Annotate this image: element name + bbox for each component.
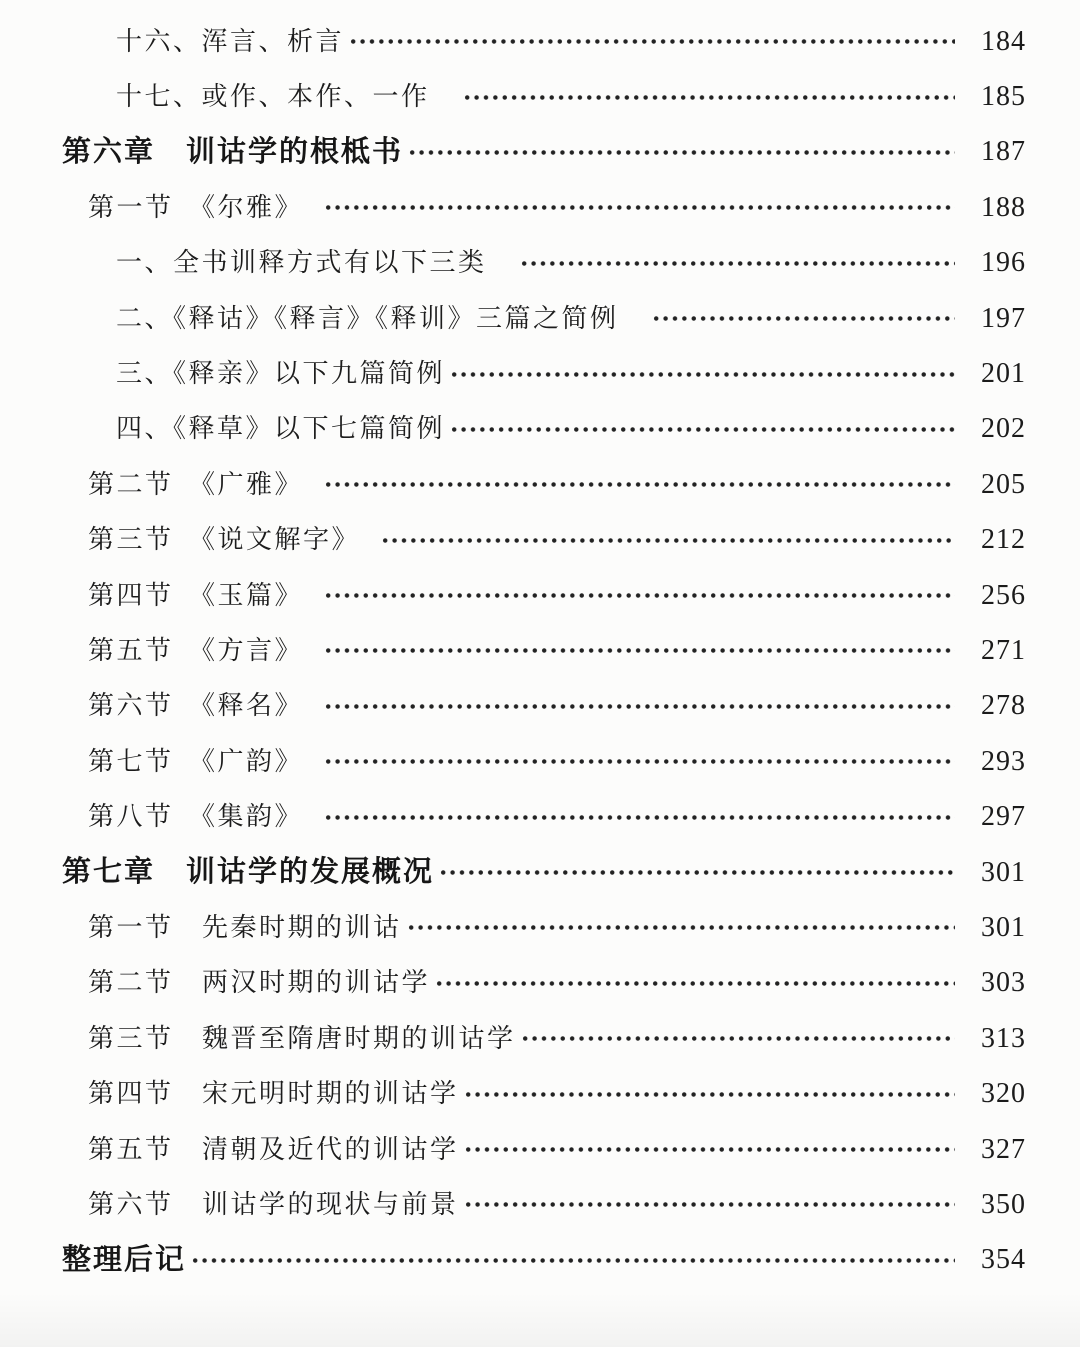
leader-dots [451, 371, 955, 378]
toc-entry-title: 二、《释诂》《释言》《释训》三篇之简例 [116, 303, 648, 333]
toc-entry-title: 第二节 《广雅》 [88, 469, 319, 499]
toc-entry-page-number: 212 [981, 524, 1026, 556]
toc-entry-page-number: 185 [981, 81, 1026, 113]
toc-entry-title: 十七、或作、本作、一作 [116, 82, 459, 112]
toc-row [62, 69, 1026, 124]
toc-entry-title: 第六节 训诂学的现状与前景 [88, 1189, 459, 1219]
toc-entry-page-number: 354 [981, 1244, 1026, 1276]
toc-entry-title: 第七节 《广韵》 [88, 746, 319, 776]
toc-entry-title: 第五节 清朝及近代的训诂学 [88, 1134, 459, 1164]
toc-row [62, 513, 1026, 568]
leader-dots [522, 1035, 955, 1042]
toc-entry-title: 第二节 两汉时期的训诂学 [88, 968, 431, 998]
toc-entry-title: 第六节 《释名》 [88, 691, 319, 721]
toc-row [62, 1177, 1026, 1232]
toc-row [62, 900, 1026, 955]
toc-row [62, 789, 1026, 844]
toc-entry-page-number: 297 [981, 801, 1026, 833]
toc-entry-page-number: 350 [981, 1188, 1026, 1220]
toc-row [62, 236, 1026, 291]
toc-entry-title: 四、《释草》以下七篇简例 [116, 414, 446, 444]
toc-entry-page-number: 301 [981, 911, 1026, 943]
leader-dots [325, 703, 955, 710]
toc-row [62, 180, 1026, 235]
toc-entry-page-number: 278 [981, 690, 1026, 722]
toc-row [62, 679, 1026, 734]
leader-dots [408, 924, 955, 931]
toc-entry-title: 第四节 宋元明时期的训诂学 [88, 1079, 459, 1109]
toc-entry-title: 第一节 先秦时期的训诂 [88, 912, 402, 942]
leader-dots [409, 149, 955, 156]
toc-row [62, 956, 1026, 1011]
toc-row [62, 734, 1026, 789]
toc-entry-page-number: 256 [981, 579, 1026, 611]
toc-entry-page-number: 202 [981, 413, 1026, 445]
toc-entry-title: 第一节 《尔雅》 [88, 192, 319, 222]
toc-row [62, 1122, 1026, 1177]
toc-entry-page-number: 197 [981, 302, 1026, 334]
toc-entry-page-number: 327 [981, 1133, 1026, 1165]
toc-entry-page-number: 184 [981, 25, 1026, 57]
leader-dots [451, 426, 955, 433]
toc-entry-title: 第六章 训诂学的根柢书 [62, 135, 404, 168]
toc-entry-page-number: 201 [981, 358, 1026, 390]
toc-row [62, 291, 1026, 346]
toc-row [62, 14, 1026, 69]
toc-entry-title: 十六、浑言、析言 [116, 26, 345, 56]
toc-entry-page-number: 301 [981, 856, 1026, 888]
leader-dots [325, 592, 955, 599]
leader-dots [521, 260, 955, 267]
leader-dots [464, 94, 955, 101]
leader-dots [325, 481, 955, 488]
leader-dots [465, 1146, 955, 1153]
leader-dots [192, 1257, 955, 1264]
leader-dots [350, 38, 955, 45]
leader-dots [440, 869, 955, 876]
toc-entry-page-number: 313 [981, 1022, 1026, 1054]
toc-entry-page-number: 271 [981, 634, 1026, 666]
toc-row [62, 623, 1026, 678]
toc-entry-page-number: 303 [981, 967, 1026, 999]
leader-dots [382, 537, 955, 544]
leader-dots [325, 814, 955, 821]
toc-entry-title: 第四节 《玉篇》 [88, 580, 319, 610]
toc-entry-title: 第七章 训诂学的发展概况 [62, 856, 435, 889]
toc-row [62, 1233, 1026, 1288]
toc-entry-page-number: 188 [981, 191, 1026, 223]
toc-row [62, 457, 1026, 512]
leader-dots [325, 758, 955, 765]
toc-entry-page-number: 320 [981, 1078, 1026, 1110]
toc-entry-title: 一、全书训释方式有以下三类 [116, 248, 516, 278]
toc-row-list [62, 14, 1026, 1288]
toc-entry-title: 第三节 《说文解字》 [88, 525, 376, 555]
toc-row [62, 845, 1026, 900]
toc-row [62, 402, 1026, 457]
toc-row [62, 568, 1026, 623]
toc-row [62, 346, 1026, 401]
toc-entry-title: 第五节 《方言》 [88, 635, 319, 665]
leader-dots [465, 1201, 955, 1208]
toc-entry-title: 第八节 《集韵》 [88, 802, 319, 832]
leader-dots [436, 980, 955, 987]
leader-dots [325, 647, 955, 654]
toc-entry-page-number: 205 [981, 468, 1026, 500]
toc-entry-title: 第三节 魏晋至隋唐时期的训诂学 [88, 1023, 516, 1053]
toc-entry-page-number: 196 [981, 247, 1026, 279]
toc-row [62, 1066, 1026, 1121]
leader-dots [325, 204, 955, 211]
toc-entry-page-number: 187 [981, 136, 1026, 168]
toc-entry-page-number: 293 [981, 745, 1026, 777]
toc-entry-title: 整理后记 [62, 1243, 187, 1276]
leader-dots [653, 315, 955, 322]
toc-entry-title: 三、《释亲》以下九篇简例 [116, 359, 446, 389]
leader-dots [465, 1091, 955, 1098]
toc-row [62, 1011, 1026, 1066]
toc-row [62, 125, 1026, 180]
